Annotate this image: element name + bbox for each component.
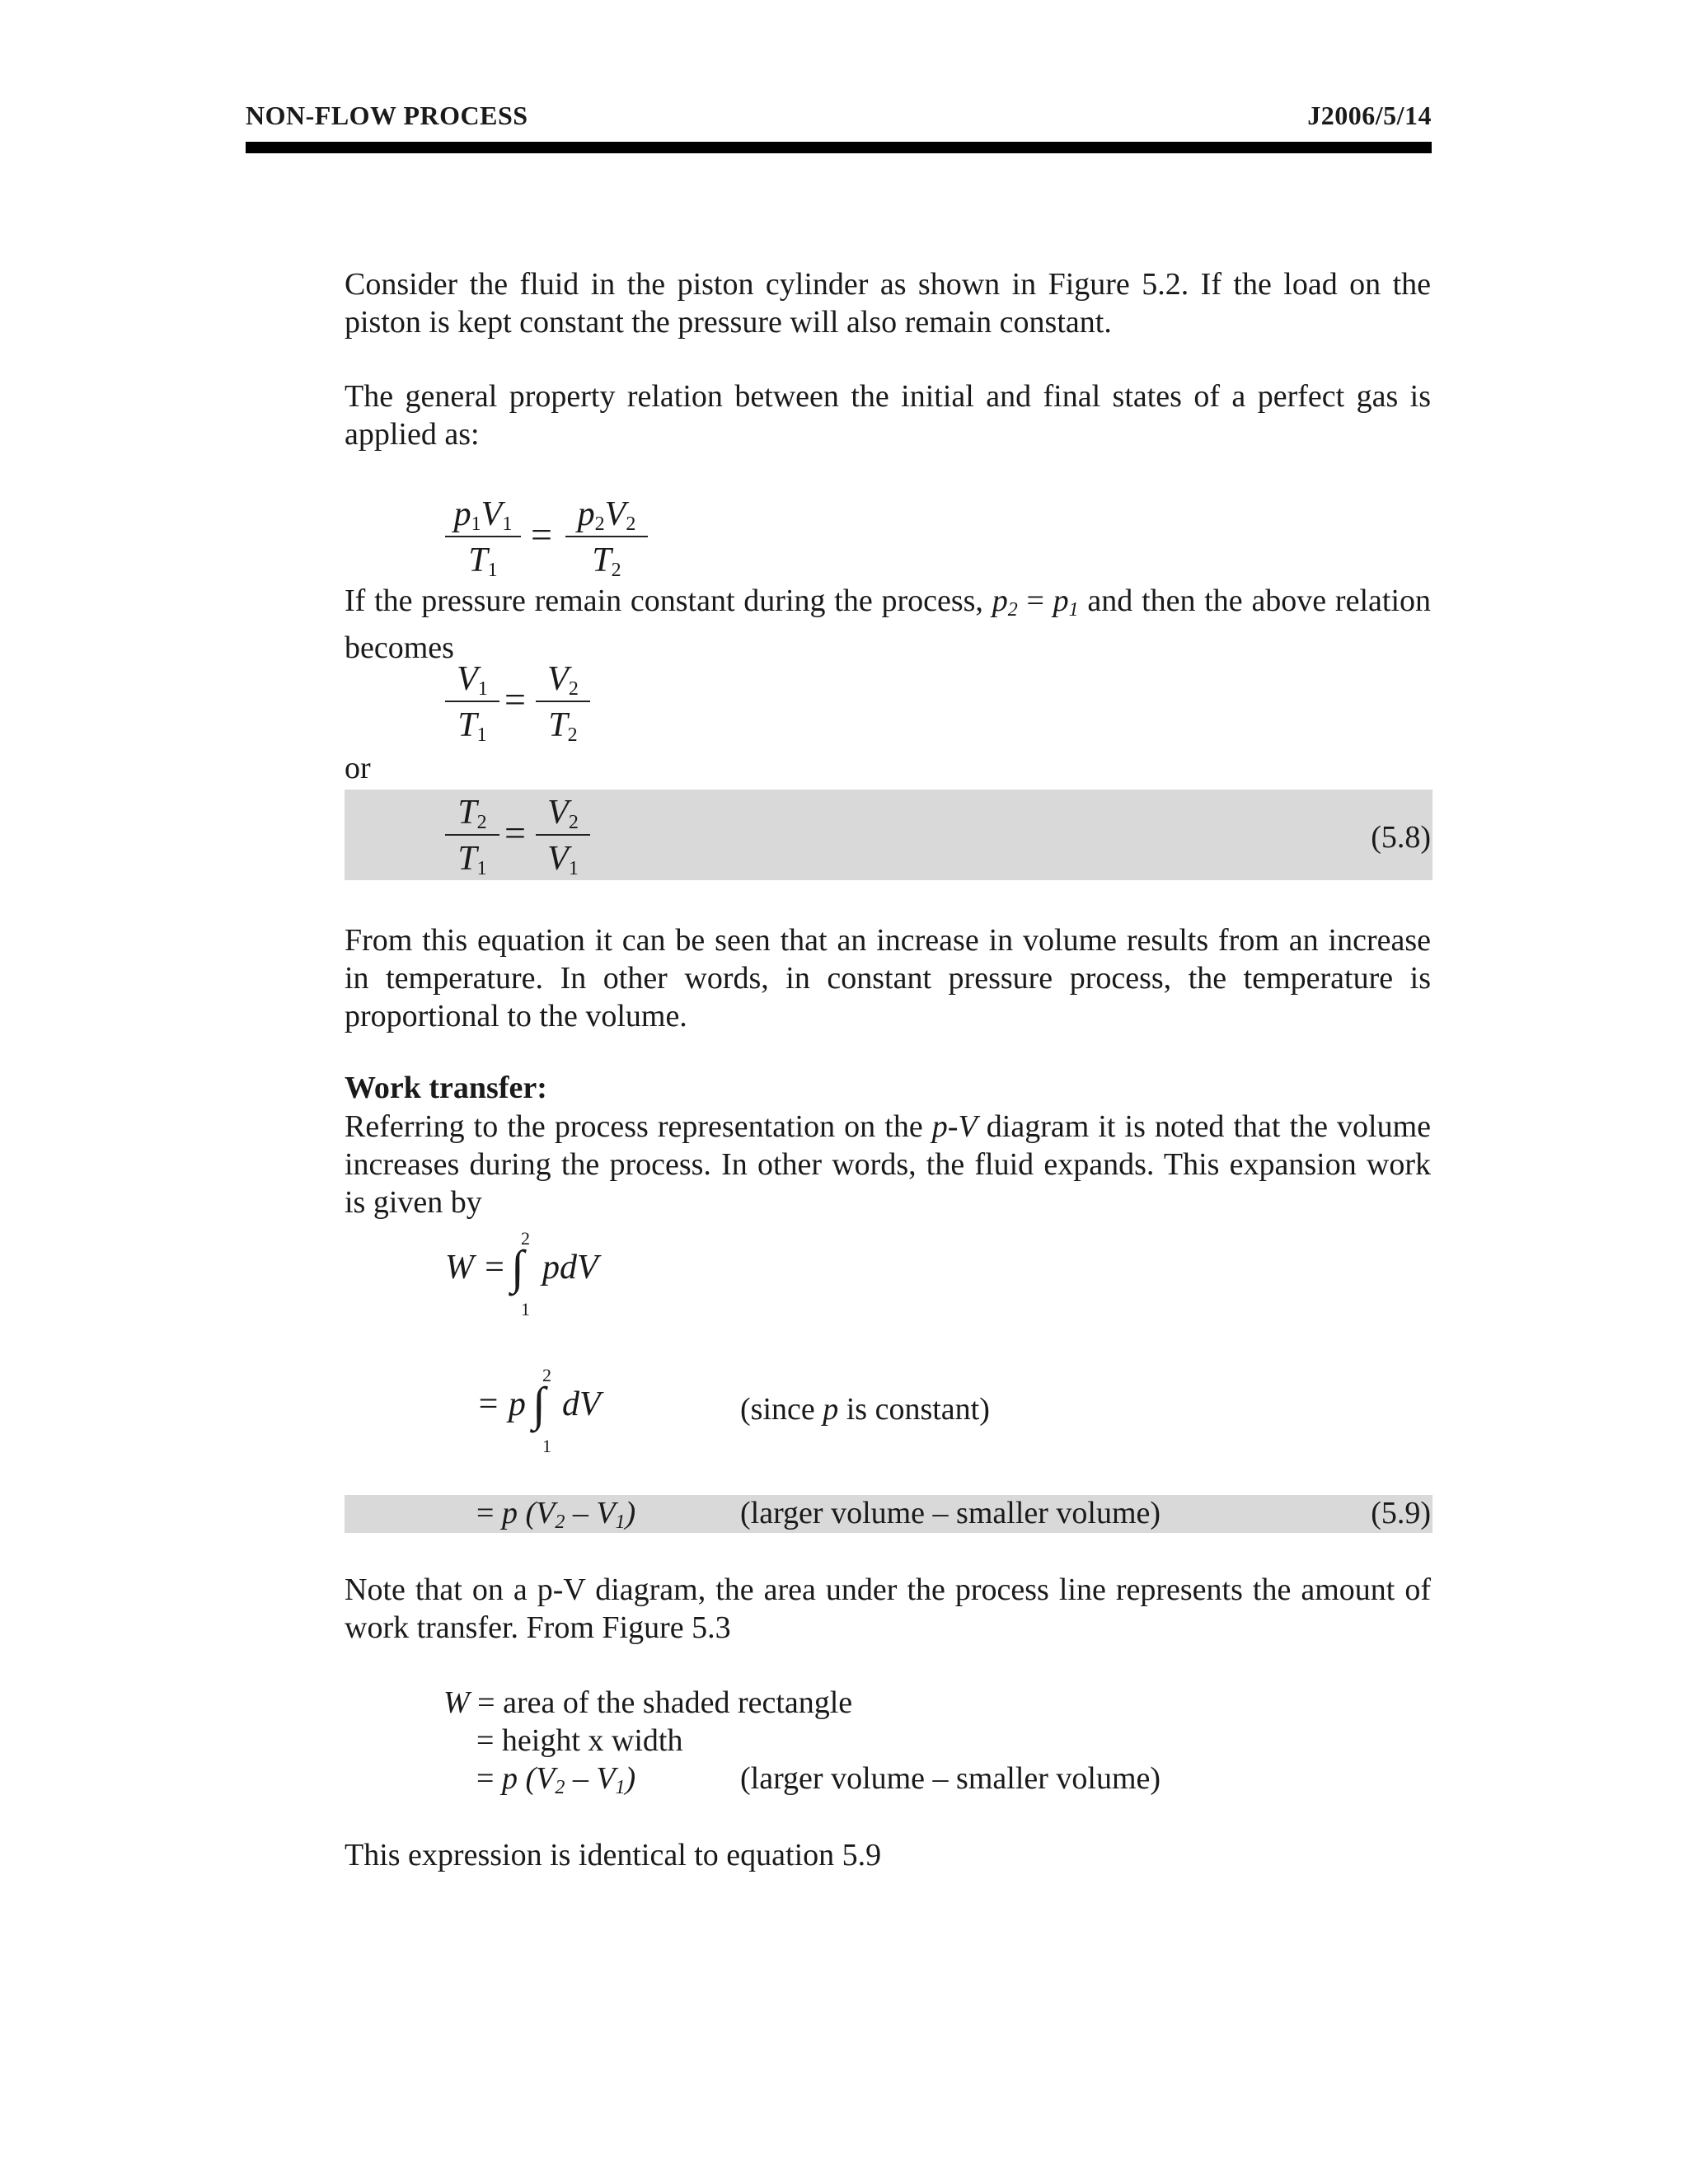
equation-volume-temperature — [445, 659, 593, 750]
paragraph-general-relation: The general property relation between the initial and final states of a perfect gas is applied as: — [345, 379, 1431, 452]
equation-gas-law — [445, 494, 659, 585]
paragraph-volume-temperature: From this equation it can be seen that an increase in volume results from an increase in temperature. In other words, in constant pressure process, the temperature is proportional to the volume. — [345, 923, 1431, 1033]
equals-sign: = — [531, 513, 552, 555]
paragraph-intro: Consider the fluid in the piston cylinder as shown in Figure 5.2. If the load on the piston is kept constant the pressure will also remain constant. — [345, 267, 1431, 340]
heading-work-transfer: Work transfer: — [345, 1071, 547, 1105]
equation-number-5-8: (5.8) — [1371, 820, 1431, 855]
integral-sign: ∫ — [532, 1377, 546, 1431]
fraction-left: $T_2$ $T_1$ — [445, 793, 499, 883]
paragraph-area-under-line: Note that on a p-V diagram, the area under the process line represents the amount of work transfer. From Figure 5.3 — [345, 1572, 1431, 1645]
fraction-right: $V_2$ $V_1$ — [536, 793, 590, 883]
note-larger-smaller-volume: (larger volume – smaller volume) — [740, 1496, 1161, 1530]
area-line-1: W = area of the shaded rectangle — [443, 1685, 853, 1720]
equation-work-integral-constant: = p 2 ∫ 1 dV — [476, 1365, 601, 1456]
area-note-larger-smaller-volume: (larger volume – smaller volume) — [740, 1761, 1161, 1796]
equation-number-5-9: (5.9) — [1371, 1496, 1431, 1530]
area-line-3: = p $(V_2 - V_1)$ — [476, 1761, 636, 1798]
note-since-p-constant: (since p is constant) — [740, 1392, 990, 1427]
paragraph-constant-pressure: If the pressure remain constant during the process, $p_2 = p_1$ and then the above relation becomes — [345, 583, 1431, 665]
equation-work-integral: W = 2 ∫ 1 pdV — [445, 1228, 598, 1319]
paragraph-pv-diagram: Referring to the process representation on the p-V diagram it is noted that the volume increases during the process. In other words, the fluid expands. This expansion work is given by — [345, 1109, 1432, 1220]
paragraph-identical-expression: This expression is identical to equation 5.9 — [345, 1838, 882, 1872]
equals-sign: = — [504, 678, 526, 720]
fraction-left: $V_1$ $T_1$ — [445, 659, 499, 750]
header-page-code: J2006/5/14 — [1307, 101, 1432, 130]
equals-sign: = — [504, 812, 526, 854]
fraction-right: $V_2$ $T_2$ — [536, 659, 590, 750]
header-title: NON-FLOW PROCESS — [246, 101, 528, 130]
fraction-right: $p_2V_2$ $T_2$ — [565, 494, 648, 585]
integral-sign: ∫ — [511, 1240, 524, 1294]
equation-5-8 — [445, 793, 593, 883]
fraction-left: $p_1V_1$ $T_1$ — [445, 494, 521, 585]
equation-5-9: = p $(V_2 - V_1)$ — [476, 1496, 636, 1533]
or-text: or — [345, 751, 371, 785]
header-rule — [246, 142, 1432, 153]
area-line-2: = height x width — [476, 1723, 683, 1758]
